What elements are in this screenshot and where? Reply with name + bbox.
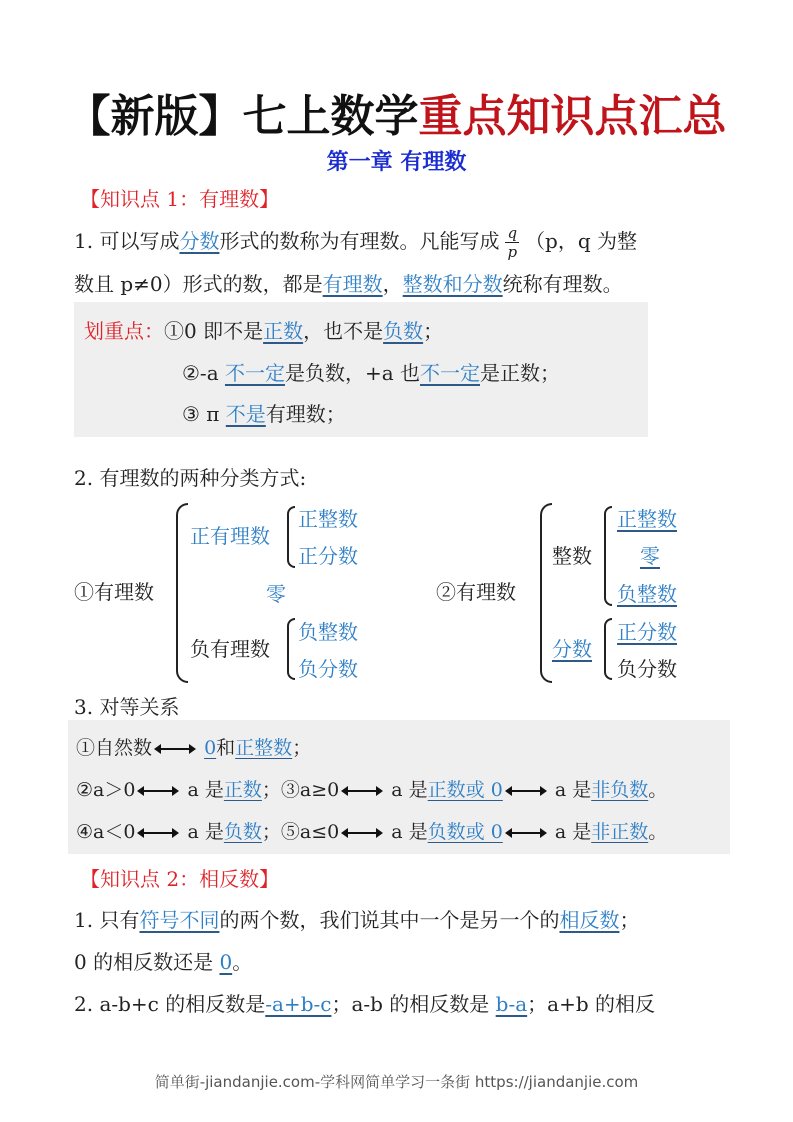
answer-blank: 不是	[225, 402, 266, 426]
answer-blank: 负数	[383, 319, 424, 343]
text: 数且 p≠0）形式的数，都是	[74, 272, 323, 296]
tree1-neg-frac: 负分数	[298, 657, 358, 681]
answer-blank: b-a	[495, 992, 528, 1016]
answer-blank: 正数	[263, 319, 304, 343]
tree2-neg-frac: 负分数	[617, 657, 677, 681]
equivalence-row-1	[76, 733, 311, 760]
kp2-p1-line2	[74, 946, 252, 975]
fraction-q-over-p: $\frac{q}{p}$	[507, 224, 518, 261]
text: 。	[648, 779, 668, 801]
answer-blank: 不一定	[420, 361, 481, 385]
answer-blank: 相反数	[559, 908, 620, 932]
text: 形式的数称为有理数。凡能写成	[219, 229, 500, 253]
title-red: 重点知识点汇总	[418, 91, 727, 142]
answer-blank: 分数	[179, 229, 220, 253]
text: a 是	[181, 779, 224, 801]
text: 是负数，+a 也	[284, 361, 421, 385]
text: ；	[423, 319, 444, 343]
text: ②a＞0	[76, 779, 136, 801]
tree2-neg-int: 负整数	[617, 582, 677, 606]
tree1-pos-brace	[287, 506, 295, 568]
tree2-zero: 零	[640, 544, 660, 568]
text: ；a-b 的相反数是	[331, 992, 496, 1016]
answer-blank: 负数	[223, 821, 262, 843]
answer-blank: 0	[204, 737, 217, 759]
tree1-pos: 正有理数	[190, 524, 270, 548]
answer-blank: 正数或 0	[427, 779, 503, 801]
tree1-neg-int: 负整数	[298, 620, 358, 644]
answer-blank: 非正数	[591, 821, 649, 843]
text: ；	[619, 908, 640, 932]
double-arrow-icon	[507, 790, 545, 792]
text: ③ π	[182, 402, 226, 426]
text: ，也不是	[303, 319, 384, 343]
tree1-zero: 零	[266, 582, 286, 606]
text: ；③a≥0	[261, 779, 340, 801]
text: 统称有理数。	[502, 272, 623, 296]
equivalence-row-2	[76, 775, 667, 802]
answer-blank: 正整数	[235, 737, 293, 759]
text: 。	[648, 821, 668, 843]
kp1-heading: 【知识点 1：有理数】	[80, 187, 280, 211]
kp2-heading: 【知识点 2：相反数】	[80, 867, 280, 891]
double-arrow-icon	[343, 832, 381, 834]
answer-blank: 0	[219, 950, 233, 974]
text: （p，q 为整	[525, 229, 638, 253]
equivalence-heading: 3. 对等关系	[74, 695, 180, 719]
tree1-pos-int: 正整数	[298, 507, 358, 531]
tree1-neg-brace	[287, 618, 295, 680]
answer-blank: 有理数	[322, 272, 383, 296]
tree2-int-brace	[604, 506, 612, 606]
kp2-p1-line1	[74, 904, 639, 933]
tree2-main-brace	[540, 503, 552, 683]
highlight-line3	[182, 398, 346, 427]
answer-blank: 非负数	[591, 779, 649, 801]
highlight-label: 划重点：	[84, 319, 164, 343]
text: 1. 可以写成	[74, 229, 180, 253]
kp1-p1-line2	[74, 268, 623, 297]
text: ①0 即不是	[164, 319, 264, 343]
highlight-line1	[84, 315, 443, 344]
tree1-main-brace	[176, 503, 188, 683]
text: 和	[216, 737, 236, 759]
text: a 是	[548, 821, 592, 843]
tree2-pos-frac: 正分数	[617, 620, 677, 644]
tree1-neg: 负有理数	[190, 637, 270, 661]
text: a 是	[181, 821, 224, 843]
text: ；a+b 的相反	[527, 992, 655, 1016]
text: 的两个数，我们说其中一个是另一个的	[219, 908, 560, 932]
text: a 是	[385, 821, 428, 843]
tree1-root: ①有理数	[74, 580, 154, 604]
highlight-line2	[182, 357, 560, 386]
kp2-p2-line1	[74, 988, 655, 1017]
tree2-root: ②有理数	[436, 580, 516, 604]
answer-blank: 整数和分数	[402, 272, 503, 296]
title-black: 【新版】七上数学	[66, 91, 419, 142]
text: ；⑤a≤0	[261, 821, 340, 843]
text: ，	[382, 272, 403, 296]
text: ；	[292, 737, 312, 759]
double-arrow-icon	[507, 832, 545, 834]
double-arrow-icon	[139, 790, 177, 792]
text: 1. 只有	[74, 908, 140, 932]
tree1-pos-frac: 正分数	[298, 544, 358, 568]
text: a 是	[385, 779, 428, 801]
page-title	[0, 80, 793, 144]
text: ①自然数	[76, 737, 153, 759]
text: 0 的相反数还是	[74, 950, 220, 974]
tree2-int: 整数	[552, 544, 592, 568]
footer-watermark: 简单街-jiandanjie.com-学科网简单学习一条街 https://jiandanjie.com	[154, 1073, 639, 1091]
chapter-heading: 第一章 有理数	[326, 150, 467, 175]
answer-blank: -a+b-c	[265, 992, 332, 1016]
text: 2. a-b+c 的相反数是	[74, 992, 266, 1016]
classification-heading: 2. 有理数的两种分类方式:	[74, 466, 307, 490]
answer-blank: 符号不同	[139, 908, 220, 932]
text: ④a＜0	[76, 821, 136, 843]
text: 有理数；	[265, 402, 346, 426]
double-arrow-icon	[156, 748, 194, 750]
tree2-pos-int: 正整数	[617, 507, 677, 531]
double-arrow-icon	[343, 790, 381, 792]
answer-blank: 正数	[223, 779, 262, 801]
text: ②-a	[182, 361, 225, 385]
text: 。	[232, 950, 253, 974]
text: a 是	[548, 779, 592, 801]
tree2-frac-brace	[604, 618, 612, 680]
kp1-p1-line1	[74, 224, 637, 261]
double-arrow-icon	[139, 832, 177, 834]
equivalence-row-3	[76, 817, 667, 844]
tree2-frac: 分数	[552, 637, 592, 661]
text: 是正数；	[480, 361, 561, 385]
answer-blank: 不一定	[224, 361, 285, 385]
answer-blank: 负数或 0	[427, 821, 503, 843]
